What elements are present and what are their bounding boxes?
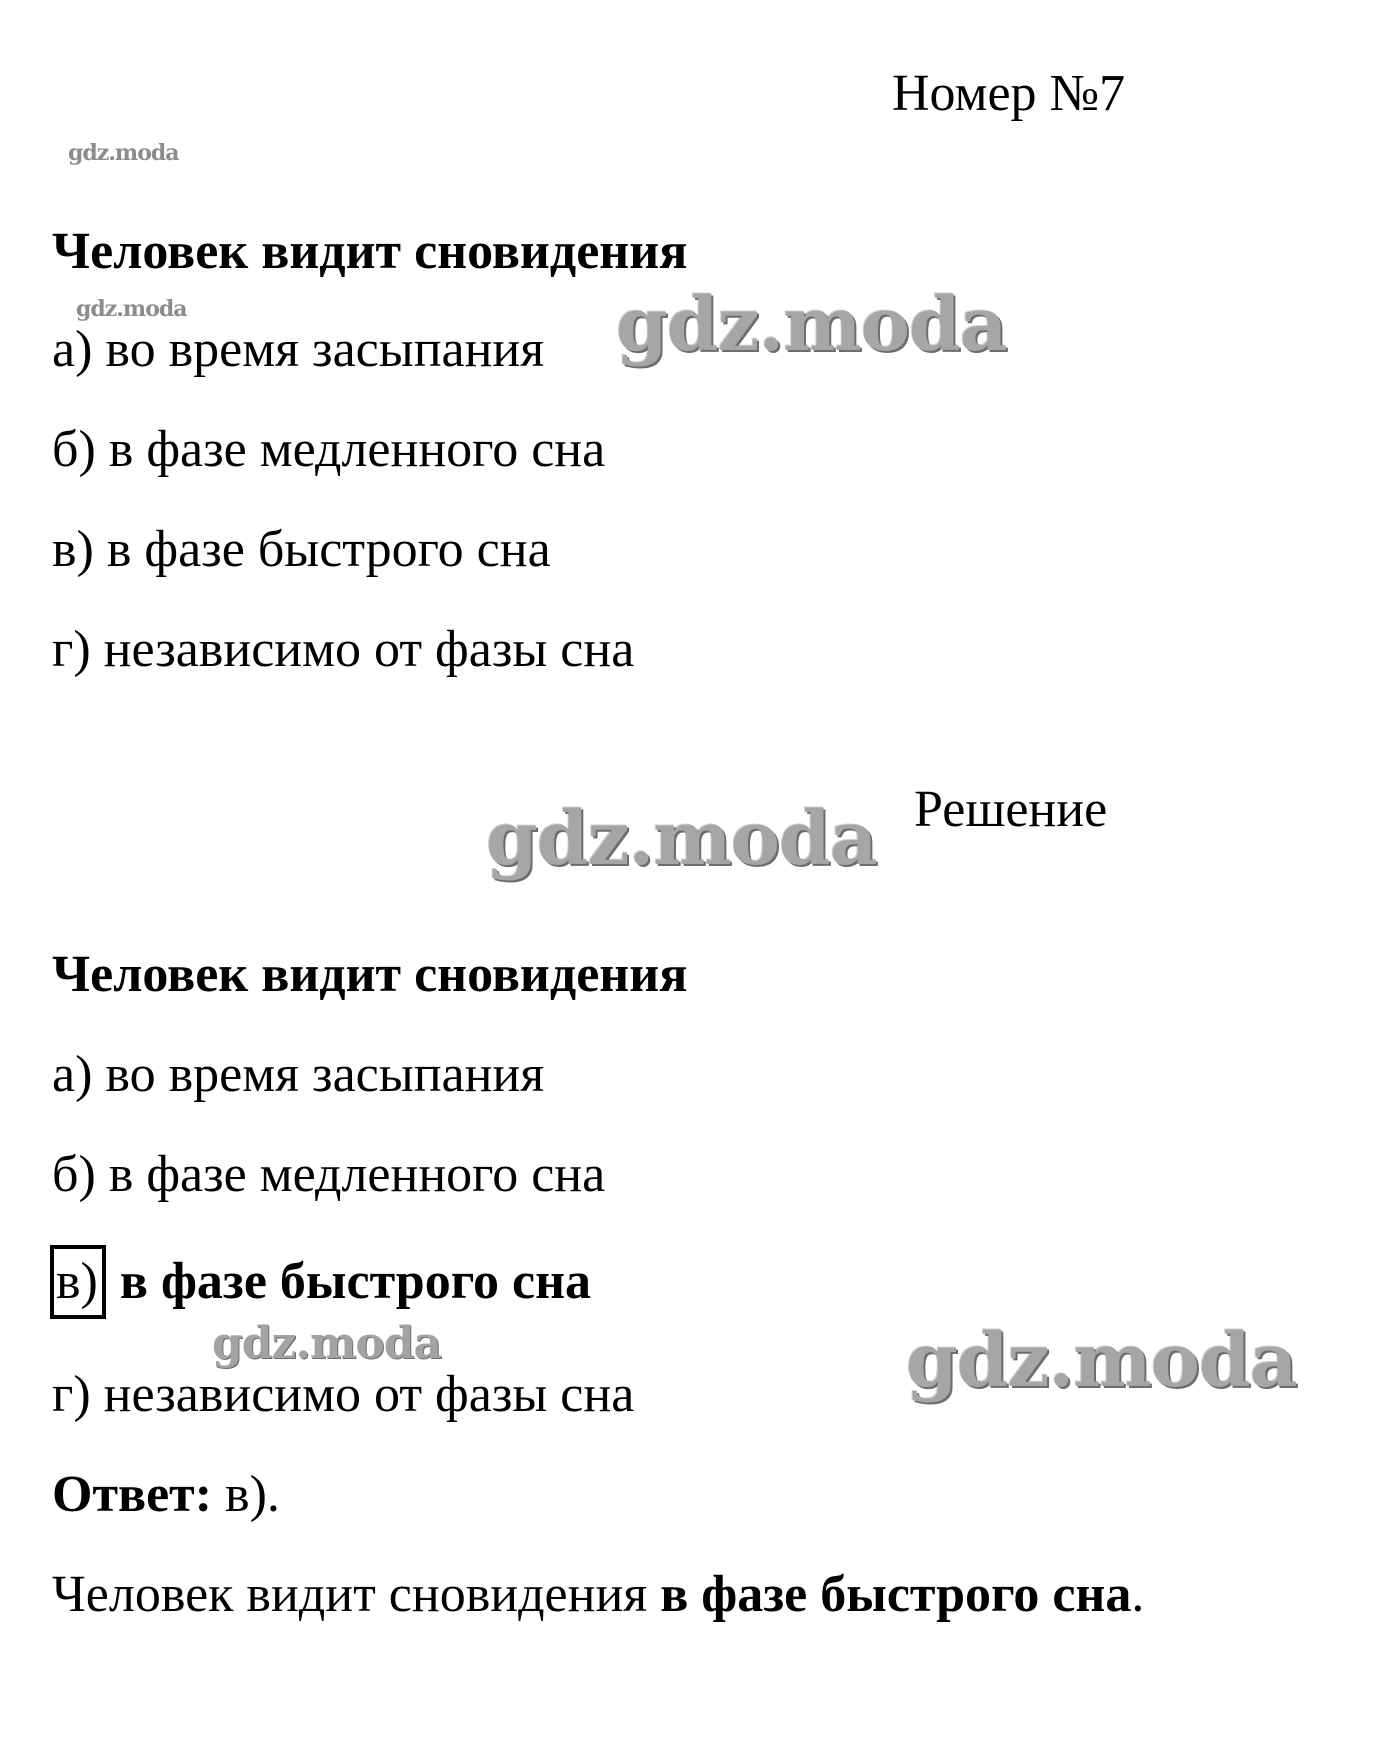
answer-line [52,1465,280,1525]
solution-option-c-correct [50,1245,591,1319]
solution-heading: Решение [914,781,1108,838]
watermark: gdz.moda [68,140,179,166]
question-option-b: б) в фазе медленного сна [52,421,606,478]
correct-answer-text: в фазе быстрого сна [119,1253,592,1310]
page-number: Номер №7 [892,65,1126,122]
watermark: gdz.moda [212,1318,442,1369]
watermark: gdz.moda [906,1318,1297,1404]
answer-label: Ответ: [52,1466,213,1523]
question-option-a: а) во время засыпания [52,321,545,378]
solution-title: Человек видит сновидения [52,946,688,1003]
solution-option-b: б) в фазе медленного сна [52,1146,606,1203]
question-option-c: в) в фазе быстрого сна [52,521,551,578]
correct-answer-box: в) [50,1245,106,1319]
question-option-d: г) независимо от фазы сна [52,621,635,678]
watermark: gdz.moda [616,282,1007,368]
conclusion-line [52,1565,1144,1625]
conclusion-start: Человек видит сновидения [52,1566,661,1623]
watermark: gdz.moda [76,296,187,322]
question-title: Человек видит сновидения [52,223,688,280]
solution-option-a: а) во время засыпания [52,1046,545,1103]
solution-option-d: г) независимо от фазы сна [52,1366,635,1423]
conclusion-bold: в фазе быстрого сна [660,1566,1132,1623]
watermark: gdz.moda [486,796,877,882]
answer-value: в). [212,1466,280,1523]
conclusion-end: . [1131,1566,1145,1623]
